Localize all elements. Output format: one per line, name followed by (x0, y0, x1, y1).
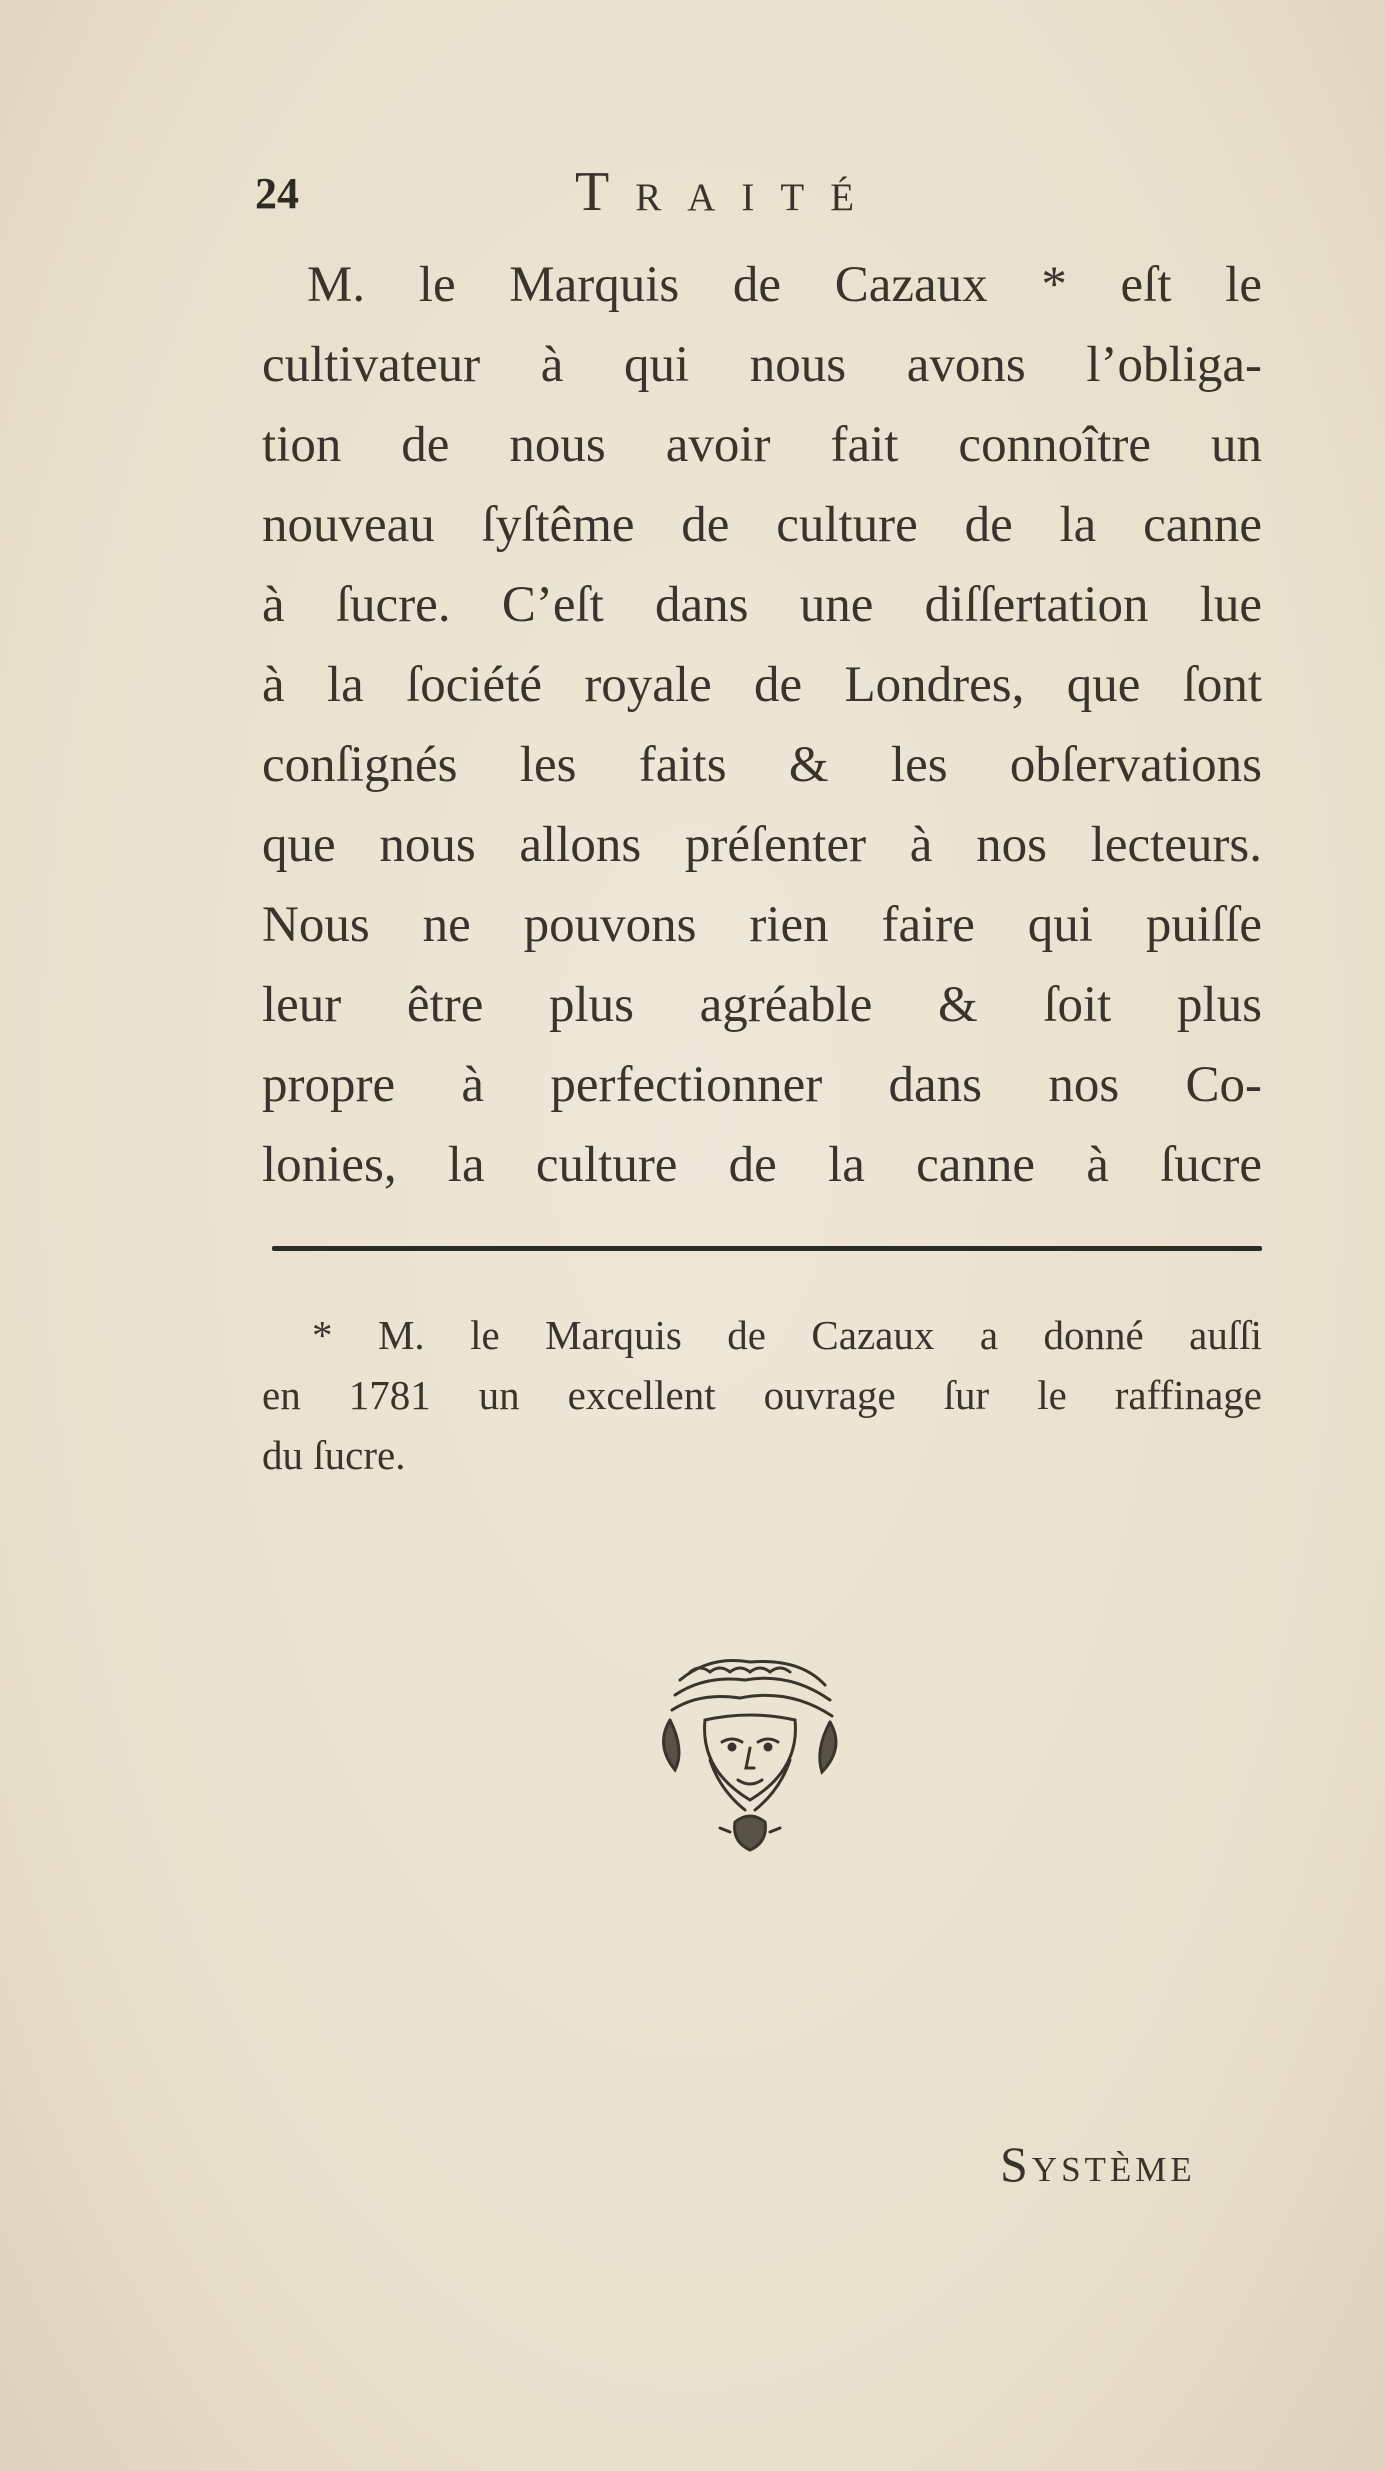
text-line: lonies, la culture de la canne à ſucre (262, 1137, 1262, 1193)
page-number: 24 (255, 169, 299, 218)
text-line: que nous allons préſenter à nos lecteurs. (262, 817, 1262, 873)
text-line: propre à perfectionner dans nos Co- (262, 1057, 1262, 1113)
footnote-line: en 1781 un excellent ouvrage ſur le raffinage (262, 1372, 1262, 1418)
text-line: Nous ne pouvons rien faire qui puiſſe (262, 897, 1262, 953)
text-line: à ſucre. C’eſt dans une diſſertation lue (262, 577, 1262, 633)
text-line: à la ſociété royale de Londres, que ſont (262, 657, 1262, 713)
footnote-rule (272, 1246, 1262, 1251)
catchword: Système (1000, 2136, 1196, 2192)
text-line: tion de nous avoir fait connoître un (262, 417, 1262, 473)
text-line: conſignés les faits & les obſervations (262, 737, 1262, 793)
mask-face-ornament-icon (650, 1650, 850, 1860)
footnote-line: * M. le Marquis de Cazaux a donné auſſi (312, 1312, 1262, 1358)
footnote-line: du ſucre. (262, 1432, 406, 1478)
text-line: leur être plus agréable & ſoit plus (262, 977, 1262, 1033)
running-title: Traité (575, 161, 881, 223)
footnote (262, 1305, 1262, 1485)
body-text (262, 245, 1262, 1205)
text-line: nouveau ſyſtême de culture de la canne (262, 497, 1262, 553)
text-line: M. le Marquis de Cazaux * eſt le (307, 257, 1262, 313)
text-line: cultivateur à qui nous avons l’obliga- (262, 337, 1262, 393)
page-header (255, 160, 1255, 230)
